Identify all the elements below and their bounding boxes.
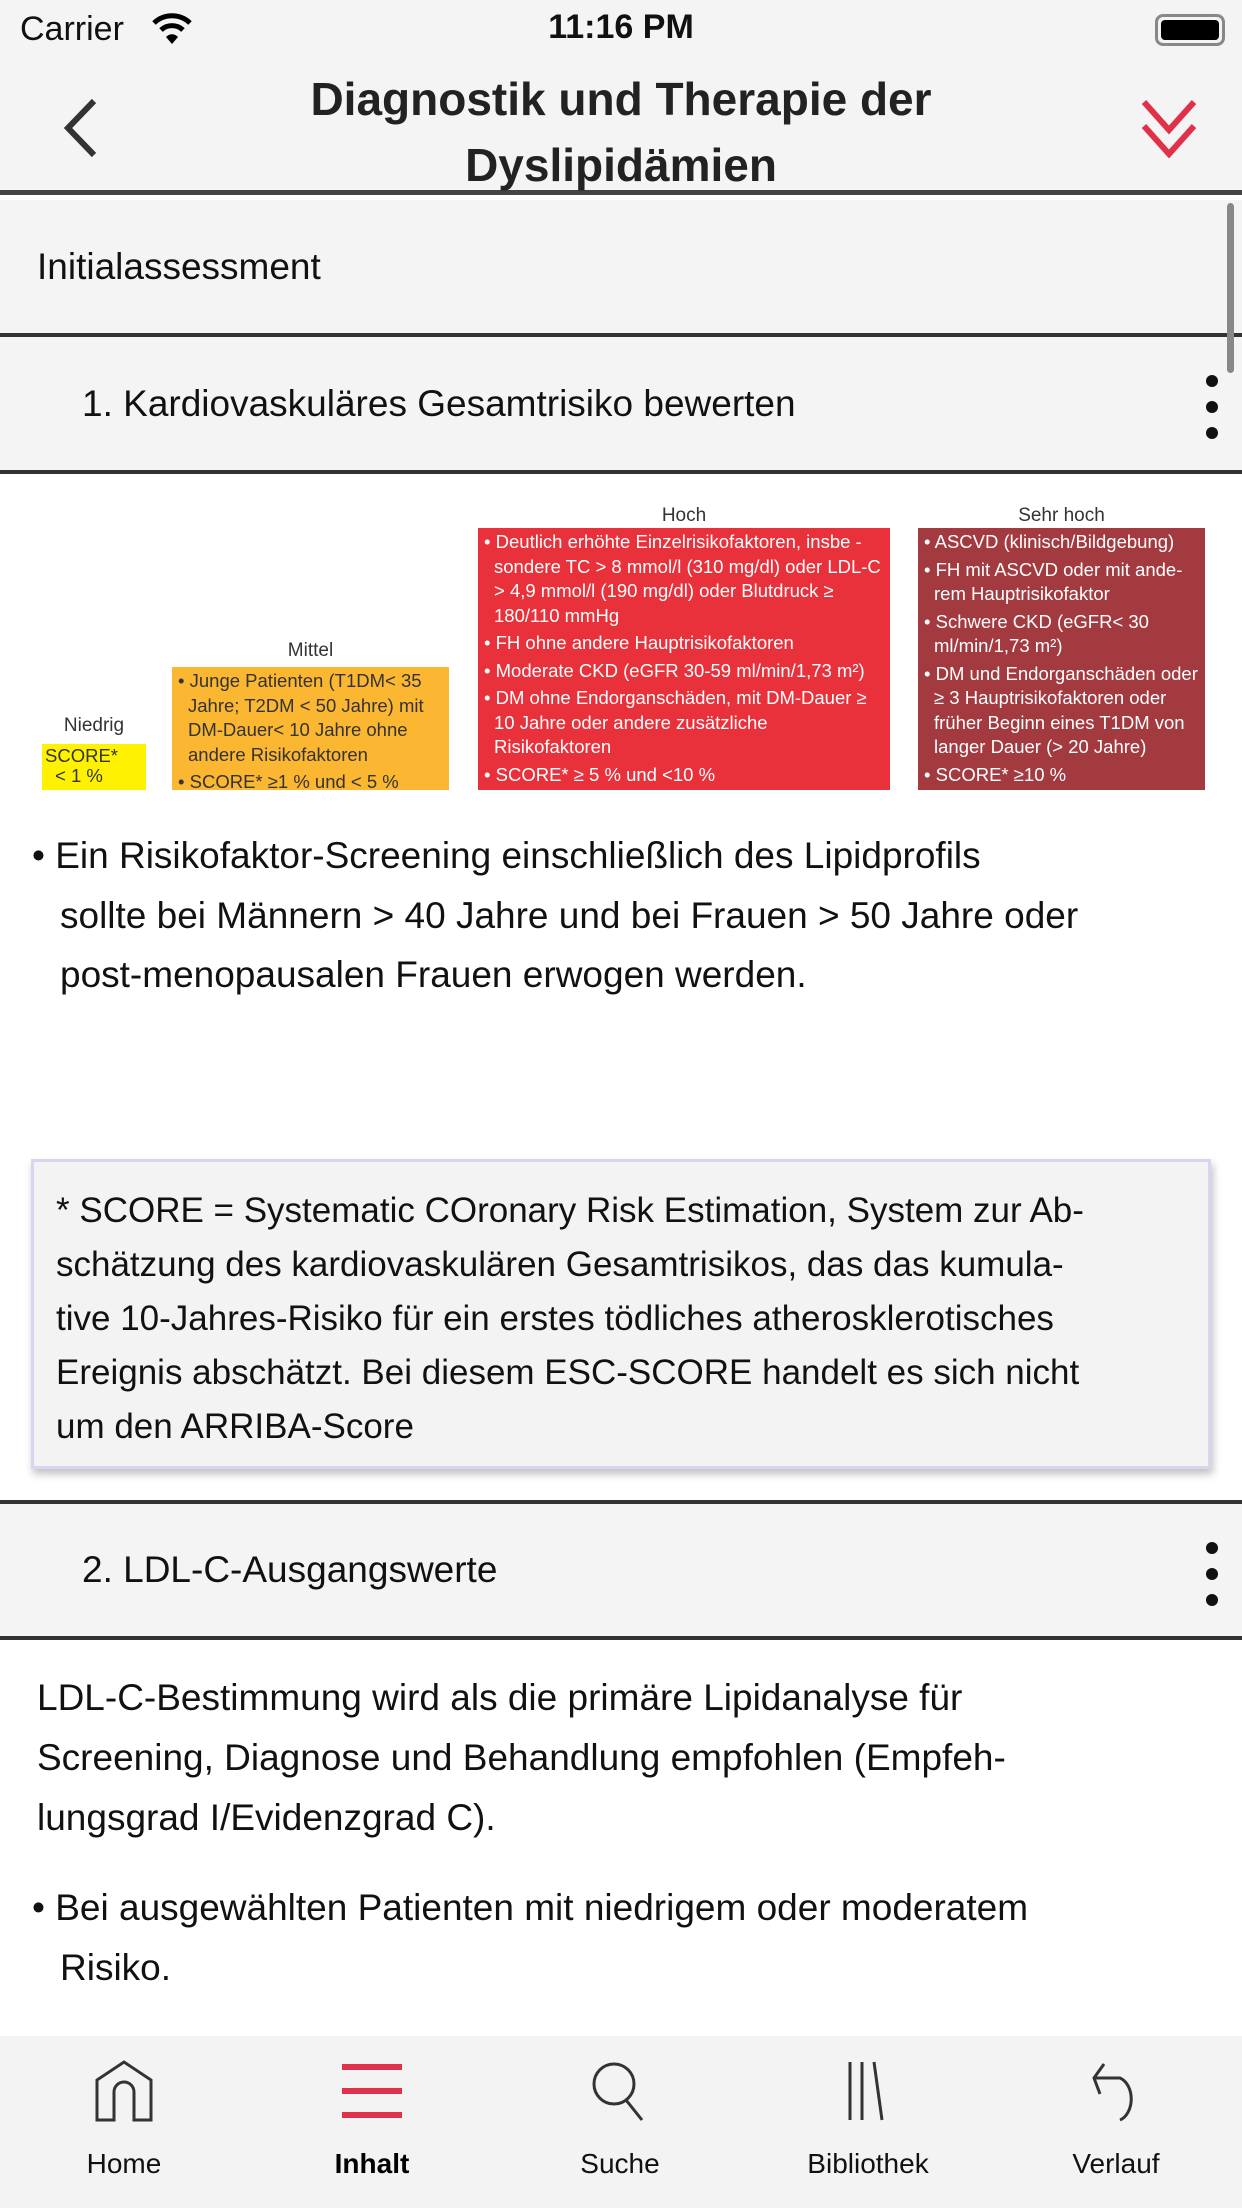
tab-label: Verlauf [1072,2148,1160,2179]
back-button[interactable] [60,97,100,159]
tab-suche[interactable] [496,2036,744,2208]
text-line: sollte bei Männern > 40 Jahre und bei Frauen > 50 Jahre oder [60,894,1079,936]
more-options-icon[interactable] [1206,375,1220,453]
text-line: Bei ausgewählten Patienten mit niedrigem oder moderatem [55,1887,1029,1928]
text-line: Screening, Diagnose und Behandlung empfohlen (Empfeh- [37,1737,1006,1778]
carrier-label: Carrier [20,10,124,48]
risk-box-mittel: • Junge Patienten (T1DM< 35 Jahre; T2DM < 50 Jahre) mit DM-Dauer< 10 Jahre ohne andere Risikofaktoren • SCORE* ≥1 % und < 5 % [172,667,449,790]
risk-text: < 1 % [55,765,103,786]
title-line: Dyslipidämien [465,139,777,191]
collapse-all-icon[interactable] [1138,96,1200,158]
clock: 11:16 PM [548,8,694,46]
tab-bar [0,2036,1242,2208]
navigation-bar [0,62,1242,195]
bullet-selected-patients: • Bei ausgewählten Patienten mit niedrigem oder moderatem Risiko. [32,1878,1028,1997]
search-icon [590,2060,650,2122]
risk-text: Schwere CKD (eGFR< 30 ml/min/1,73 m²) [934,610,1149,656]
risk-text: DM ohne Endorganschäden, mit DM-Dauer ≥ 10 Jahre oder andere zusätzliche Risikofaktoren [494,687,867,757]
risk-text: SCORE* [45,745,118,766]
risk-text: Deutlich erhöhte Einzelrisikofaktoren, insbe - sondere TC > 8 mmol/l (310 mg/dl) oder LDL-C > 4,9 mmol/l (190 mg/dl) oder Blutdruck ≥ 180/110 mmHg [494,531,881,626]
risk-box-niedrig [42,744,146,790]
risk-label-sehr-hoch: Sehr hoch [1018,505,1105,526]
section-label: Initialassessment [37,245,321,287]
text-line: lungsgrad I/Evidenzgrad C). [37,1797,496,1838]
more-options-icon[interactable] [1206,1542,1220,1620]
risk-text: FH mit ASCVD oder mit ande-rem Hauptrisikofaktor [934,558,1183,604]
section-label: 2. LDL-C-Ausgangswerte [82,1549,498,1590]
status-bar [0,0,1242,62]
risk-label-niedrig: Niedrig [63,715,125,736]
text-line: Risiko. [60,1946,172,1988]
risk-text: FH ohne andere Hauptrisikofaktoren [495,632,794,653]
score-note-box [31,1159,1211,1469]
risk-text: SCORE* ≥1 % und < 5 % [189,771,399,792]
tab-bibliothek[interactable] [744,2036,992,2208]
risk-text: SCORE* ≥ 5 % und <10 % [495,763,716,785]
ldl-paragraph [37,1668,1006,1848]
text-line: tive 10-Jahres-Risiko für ein erstes tödliches atherosklerotisches [56,1299,1054,1338]
text-line: Ein Risikofaktor-Screening einschließlich des Lipidprofils [55,835,981,876]
section-ldl-c-ausgangswerte[interactable] [0,1500,1242,1640]
scrollbar[interactable] [1227,203,1234,373]
text-line: post-menopausalen Frauen erwogen werden. [60,954,807,995]
risk-text: Junge Patienten (T1DM< 35 Jahre; T2DM < 50 Jahre) mit DM-Dauer< 10 Jahre ohne andere Risikofaktoren [188,670,424,765]
risk-text: ASCVD (klinisch/Bildgebung) [934,531,1175,552]
risk-box-hoch: • Deutlich erhöhte Einzelrisikofaktoren, insbe - sondere TC > 8 mmol/l (310 mg/dl) oder LDL-C > 4,9 mmol/l (190 mg/dl) oder Blutdruck ≥ 180/110 mmHg • FH ohne andere Hauptrisikofaktoren • Moderate CKD (eGFR 30-59 ml/min/1,73 m²) • DM ohne Endorganschäden, mit DM-Dauer ≥ 10 Jahre oder andere zusätzliche Risikofaktoren • SCORE* ≥ 5 % und <10 % [478,528,890,790]
page-title [200,66,1042,198]
tab-label: Bibliothek [807,2148,929,2179]
risk-label-hoch: Hoch [661,505,707,526]
home-icon [94,2060,154,2122]
section-kardiovaskulaeres-gesamtrisiko[interactable] [0,337,1242,474]
text-line: schätzung des kardiovaskulären Gesamtrisikos, das das kumula- [56,1245,1064,1284]
title-line: Diagnostik und Therapie der [310,73,932,125]
risk-text: SCORE* ≥10 % [935,763,1067,785]
tab-home[interactable] [0,2036,248,2208]
library-icon [838,2060,898,2122]
text-line: Ereignis abschätzt. Bei diesem ESC-SCORE handelt es sich nicht [56,1353,1080,1392]
section-label: 1. Kardiovaskuläres Gesamtrisiko bewerten [82,382,796,424]
tab-label: Suche [580,2148,660,2179]
risk-box-sehr-hoch: • ASCVD (klinisch/Bildgebung) • FH mit ASCVD oder mit ande-rem Hauptrisikofaktor • Schwere CKD (eGFR< 30 ml/min/1,73 m²) • DM und Endorganschäden oder ≥ 3 Hauptrisikofaktoren oder früher Beginn eines T1DM von langer Dauer (> 20 Jahre) • SCORE* ≥10 % [918,528,1205,790]
tab-label: Home [86,2148,162,2179]
bullet-risk-screening: • Ein Risikofaktor-Screening einschließlich des Lipidprofils sollte bei Männern > 40 Jahre und bei Frauen > 50 Jahre oder post-menopausalen Frauen erwogen werden. [32,826,1078,1005]
menu-icon [342,2060,402,2122]
battery-icon [1155,14,1225,46]
section-initialassessment[interactable] [0,200,1242,337]
risk-text: Moderate CKD (eGFR 30-59 ml/min/1,73 m²) [495,659,865,681]
history-icon [1086,2060,1146,2122]
text-line: LDL-C-Bestimmung wird als die primäre Lipidanalyse für [37,1677,963,1718]
text-line: um den ARRIBA-Score [56,1407,414,1446]
tab-inhalt[interactable] [248,2036,496,2208]
risk-label-mittel: Mittel [287,640,334,661]
tab-label: Inhalt [334,2148,410,2179]
text-line: * SCORE = Systematic COronary Risk Estimation, System zur Ab- [56,1191,1084,1230]
risk-text: DM und Endorganschäden oder ≥ 3 Hauptrisikofaktoren oder früher Beginn eines T1DM von langer Dauer (> 20 Jahre) [934,662,1198,757]
tab-verlauf[interactable] [992,2036,1240,2208]
